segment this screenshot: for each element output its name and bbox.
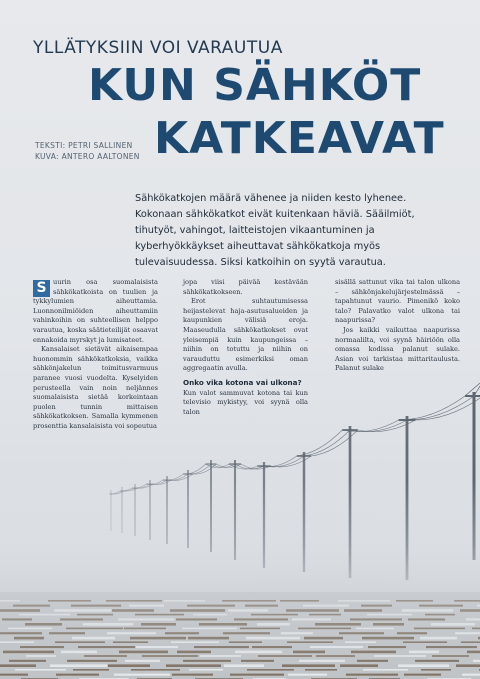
field-furrow [247, 669, 294, 671]
field-furrow [257, 623, 290, 626]
field-furrow [309, 614, 341, 616]
field-furrow [78, 646, 135, 648]
credit-photo-author: KUVA: ANTERO AALTONEN [35, 152, 140, 161]
drop-cap: S [33, 280, 50, 297]
field-furrow [114, 674, 170, 676]
field-furrow [234, 618, 288, 620]
field-furrow [48, 600, 91, 602]
field-furrow [54, 609, 111, 612]
field-furrow [414, 628, 465, 630]
field-furrow [356, 628, 394, 630]
field-furrow [187, 605, 235, 607]
field-furrow [338, 600, 390, 602]
field-furrow [61, 651, 97, 654]
field-furrow [199, 623, 247, 626]
field-furrow [286, 609, 339, 612]
article-lead: Sähkökatkojen määrä vähenee ja niiden kesto lyhenee. Kokonaan sähkökatkot eivät kuitenkaan häviä. Sääilmiöt, tihutyöt, vahingot, laitteistojen vikaantuminen ja kyberhyökkäykset aiheuttavat sähkökatkoja myös tulevaisuudessa. Siksi katkoihin on syytä varautua. [135, 193, 415, 268]
field-furrow [170, 609, 225, 612]
field-furrow [240, 628, 280, 630]
field-furrow [402, 609, 453, 612]
field-furrow [84, 655, 127, 657]
field-furrow [141, 623, 176, 626]
field-furrow [246, 637, 300, 640]
field-furrow [345, 641, 376, 643]
field-furrow [362, 637, 414, 640]
article-kicker: YLLÄTYKSIIN VOI VARAUTUA [33, 38, 283, 58]
field-furrow [71, 605, 121, 607]
field-furrow [0, 674, 28, 676]
field-furrow [67, 660, 117, 662]
field-furrow [419, 605, 463, 607]
field-furrow [373, 623, 404, 626]
field-furrow [420, 637, 457, 640]
headline-line-2: KATKEAVAT [154, 113, 445, 164]
field-furrow [142, 655, 198, 657]
field-furrow [397, 632, 427, 634]
field-furrow [245, 605, 278, 607]
field-furrow [200, 655, 241, 657]
body-paragraph: Kansalaiset sietävät aikaisempaa huonommin sähkökatkoksia, vaikka sähkönjakelun toimitusvarmuus paranee vuosi vuodelta. Kyselyiden perusteella vain noin neljännes suomalaisista sietää korkeintaan puolen tunnin mittaisen sähkökatkoksen. Samalla kymmenen prosenttia kansalaisista voi sopeutua [33, 345, 158, 430]
field-furrow [223, 632, 270, 634]
field-furrow [350, 618, 402, 620]
field-furrow [404, 674, 441, 676]
field-furrow [288, 674, 327, 676]
field-furrow [426, 646, 477, 648]
field-furrow [0, 600, 20, 602]
field-furrow [124, 628, 166, 630]
field-furrow [166, 664, 221, 667]
field-furrow [13, 605, 50, 607]
field-furrow [281, 632, 313, 634]
power-wire [163, 474, 183, 480]
field-furrow [0, 632, 42, 634]
field-furrow [454, 600, 480, 602]
credit-text-author: TEKSTI: PETRI SALLINEN [35, 141, 133, 150]
body-paragraph [33, 278, 158, 345]
field-furrow [135, 614, 184, 616]
field-furrow [113, 641, 148, 643]
field-furrow [432, 655, 469, 657]
field-furrow [0, 609, 40, 612]
field-furrow [56, 674, 99, 676]
field-furrow [455, 632, 480, 634]
field-furrow [165, 632, 199, 634]
body-column-2 [183, 278, 308, 417]
field-furrow [136, 646, 178, 648]
field-furrow [398, 664, 449, 667]
fog-layer [0, 480, 480, 600]
field-furrow [467, 651, 480, 654]
body-paragraph: Kun valot sammuvat kotona tai kun televisio mykistyy, voi syynä olla talon [183, 388, 308, 416]
field-furrow [130, 637, 186, 640]
field-furrow [189, 669, 223, 671]
field-furrow [258, 655, 312, 657]
article-credits [35, 140, 140, 162]
field-furrow [363, 669, 408, 671]
field-furrow [224, 664, 264, 667]
field-furrow [280, 600, 319, 602]
field-furrow [20, 646, 64, 648]
field-furrow [183, 660, 231, 662]
field-furrow [316, 655, 355, 657]
body-column-3 [335, 278, 460, 374]
field-furrow [15, 669, 66, 671]
field-furrow [403, 641, 447, 643]
field-furrow [340, 664, 378, 667]
field-furrow [193, 614, 227, 616]
field-furrow [118, 618, 174, 620]
field-furrow [472, 628, 480, 630]
field-furrow [425, 614, 455, 616]
field-furrow [357, 660, 388, 662]
field-furrow [3, 651, 54, 654]
field-furrow [456, 664, 480, 667]
field-furrow [119, 651, 168, 654]
field-furrow [304, 637, 343, 640]
field-furrow [396, 600, 433, 602]
field-furrow [228, 609, 268, 612]
field-furrow [131, 669, 180, 671]
field-furrow [222, 600, 276, 602]
field-furrow [252, 646, 292, 648]
power-wire [167, 474, 188, 480]
field-furrow [108, 664, 150, 667]
section-subheading: Onko vika kotona vai ulkona? [183, 377, 302, 387]
field-furrow [282, 664, 335, 667]
field-furrow [73, 669, 109, 671]
field-furrow [14, 637, 44, 640]
field-furrow [421, 669, 451, 671]
field-furrow [310, 646, 363, 648]
field-furrow [26, 655, 56, 657]
field-furrow [19, 614, 70, 616]
field-furrow [60, 618, 103, 620]
field-furrow [367, 614, 412, 616]
field-furrow [460, 609, 480, 612]
field-furrow [8, 628, 52, 630]
field-furrow [462, 674, 480, 676]
field-furrow [194, 646, 249, 648]
field-furrow [25, 623, 62, 626]
field-furrow [230, 674, 284, 676]
field-furrow [112, 609, 154, 612]
field-furrow [106, 600, 162, 602]
field-furrow [171, 641, 219, 643]
field-furrow [344, 609, 382, 612]
field-furrow [461, 641, 480, 643]
field-furrow [431, 623, 475, 626]
field-furrow [55, 641, 105, 643]
field-furrow [176, 618, 217, 620]
field-furrow [374, 655, 426, 657]
field-furrow [49, 632, 85, 634]
field-furrow [408, 618, 445, 620]
field-furrow [2, 618, 32, 620]
field-furrow [473, 660, 480, 662]
field-furrow [251, 614, 298, 616]
field-furrow [182, 628, 237, 630]
field-furrow [368, 646, 406, 648]
body-paragraph: Erot suhtautumisessa heijastelevat haja-asutusalueiden ja kaupunkien välisiä eroja. Maaseudulla sähkökatkokset ovat yleisempiä kuin kaupungeissa – niihin on totuttu ja niihin on varauduttu esimerkiksi oman aggregaatin avulla. [183, 297, 308, 373]
field-furrow [298, 628, 351, 630]
field-furrow [409, 651, 439, 654]
body-paragraph: jopa viisi päivää kestävään sähkökatkokseen. [183, 278, 308, 296]
field-furrow [229, 641, 262, 643]
field-furrow [346, 674, 398, 676]
field-furrow [315, 623, 361, 626]
field-furrow [287, 641, 333, 643]
field-furrow [305, 669, 337, 671]
field-furrow [0, 664, 36, 667]
field-furrow [66, 628, 123, 630]
field-furrow [164, 600, 205, 602]
field-furrow [339, 632, 384, 634]
power-wire [399, 396, 465, 420]
body-column-1 [33, 278, 158, 432]
field-furrow [72, 637, 115, 640]
field-furrow [241, 660, 274, 662]
field-furrow [299, 660, 345, 662]
field-furrow [235, 651, 282, 654]
body-text: uurin osa suomalaisista sähkökatkoista on tuulien ja tykkylumien aiheuttamia. Luonnonilmiöiden aiheuttamiin vahinkoihin on suhteellisen helppo varautua, koska säätieteilijät osaavat ennakoida myrskyt ja lumisateet. [33, 278, 158, 344]
field-furrow [466, 618, 480, 620]
field-furrow [9, 660, 46, 662]
body-paragraph: Jos kaikki vaikuttaa naapurissa normaalilta, voi syynä häiriöön olla omassa kodissa palanut sulake. Asian voi tarkistaa mittaritaulusta. Palanut sulake [335, 325, 460, 373]
field-furrow [107, 632, 156, 634]
field-furrow [188, 637, 229, 640]
headline-line-1: KUN SÄHKÖT [88, 60, 422, 111]
field-furrow [177, 651, 211, 654]
field-furrow [77, 614, 113, 616]
field-furrow [0, 641, 34, 643]
field-furrow [125, 660, 160, 662]
field-furrow [361, 605, 392, 607]
field-furrow [129, 605, 164, 607]
field-furrow [50, 664, 107, 667]
field-furrow [351, 651, 396, 654]
body-paragraph: sisällä sattunut vika tai talon ulkona – sähkönjakelujärjestelmässä – tapahtunut vaurio. Pimenikö koko talo? Palavatko valot ulkona tai naapurissa? [335, 278, 460, 325]
field-furrow [303, 605, 349, 607]
field-furrow [293, 651, 325, 654]
field-furrow [292, 618, 331, 620]
field-furrow [415, 660, 459, 662]
field-furrow [172, 674, 213, 676]
field-furrow [83, 623, 133, 626]
